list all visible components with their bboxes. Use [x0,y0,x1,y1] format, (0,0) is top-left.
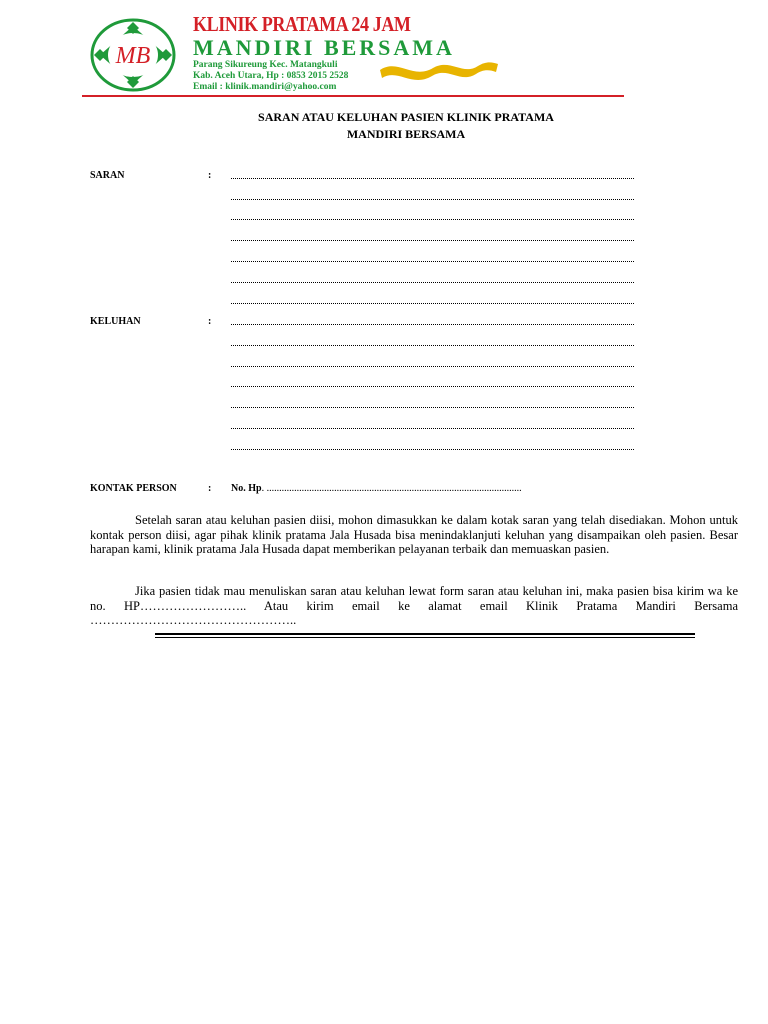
keluhan-line-4[interactable] [231,386,634,387]
keluhan-line-7[interactable] [231,449,634,450]
clinic-name: MANDIRI BERSAMA [193,35,455,60]
kontak-colon: : [208,483,212,494]
keluhan-line-5[interactable] [231,407,634,408]
keluhan-line-1[interactable] [231,324,634,325]
no-hp-field[interactable] [231,483,522,494]
saran-line-1[interactable] [231,178,634,179]
footer-rule-thin [155,637,695,638]
instruction-paragraph-2 [90,584,738,628]
keluhan-line-6[interactable] [231,428,634,429]
saran-line-3[interactable] [231,219,634,220]
address-line-2: Kab. Aceh Utara, Hp : 0853 2015 2528 [193,71,349,81]
keluhan-line-3[interactable] [231,366,634,367]
instruction-text-1: Setelah saran atau keluhan pasien diisi, mohon dimasukkan ke dalam kotak saran yang telah disediakan. Mohon untuk kontak person diisi, agar pihak klinik pratama Jala Husada bisa menindaklanjuti keluhan yang disampaikan oleh pasien. Besar harapan kami, klinik pratama Jala Husada dapat memberikan pelayanan terbaik dan memuaskan pasien. [90,513,738,556]
no-hp-dots: . ...................................................................................................... [261,483,522,494]
email-line: Email : klinik.mandiri@yahoo.com [193,82,337,92]
instruction-text-2: Jika pasien tidak mau menuliskan saran atau keluhan lewat form saran atau keluhan ini, maka pasien bisa kirim wa ke no. HP…………………….. Atau kirim email ke alamat email Klinik Pratama Mandiri Bersama ………………………………………….. [90,584,738,627]
header-divider [82,95,624,97]
gold-ribbon-decoration [378,56,500,80]
clinic-tagline: KLINIK PRATAMA 24 JAM [193,12,411,36]
no-hp-label: No. Hp [231,483,262,494]
form-title-line-1: SARAN ATAU KELUHAN PASIEN KLINIK PRATAMA [258,110,554,124]
saran-colon: : [208,170,212,181]
keluhan-colon: : [208,316,212,327]
saran-line-2[interactable] [231,199,634,200]
clinic-logo [90,18,176,92]
address-line-1: Parang Sikureung Kec. Matangkuli [193,60,338,70]
saran-line-6[interactable] [231,282,634,283]
saran-line-5[interactable] [231,261,634,262]
instruction-paragraph-1 [90,513,738,557]
keluhan-line-2[interactable] [231,345,634,346]
logo-monogram: MB [115,43,151,69]
keluhan-label: KELUHAN [90,316,141,327]
saran-label: SARAN [90,170,125,181]
saran-line-4[interactable] [231,240,634,241]
form-title-line-2: MANDIRI BERSAMA [346,127,466,141]
kontak-person-label: KONTAK PERSON [90,483,177,494]
footer-rule-thick [155,633,695,635]
saran-line-7[interactable] [231,303,634,304]
